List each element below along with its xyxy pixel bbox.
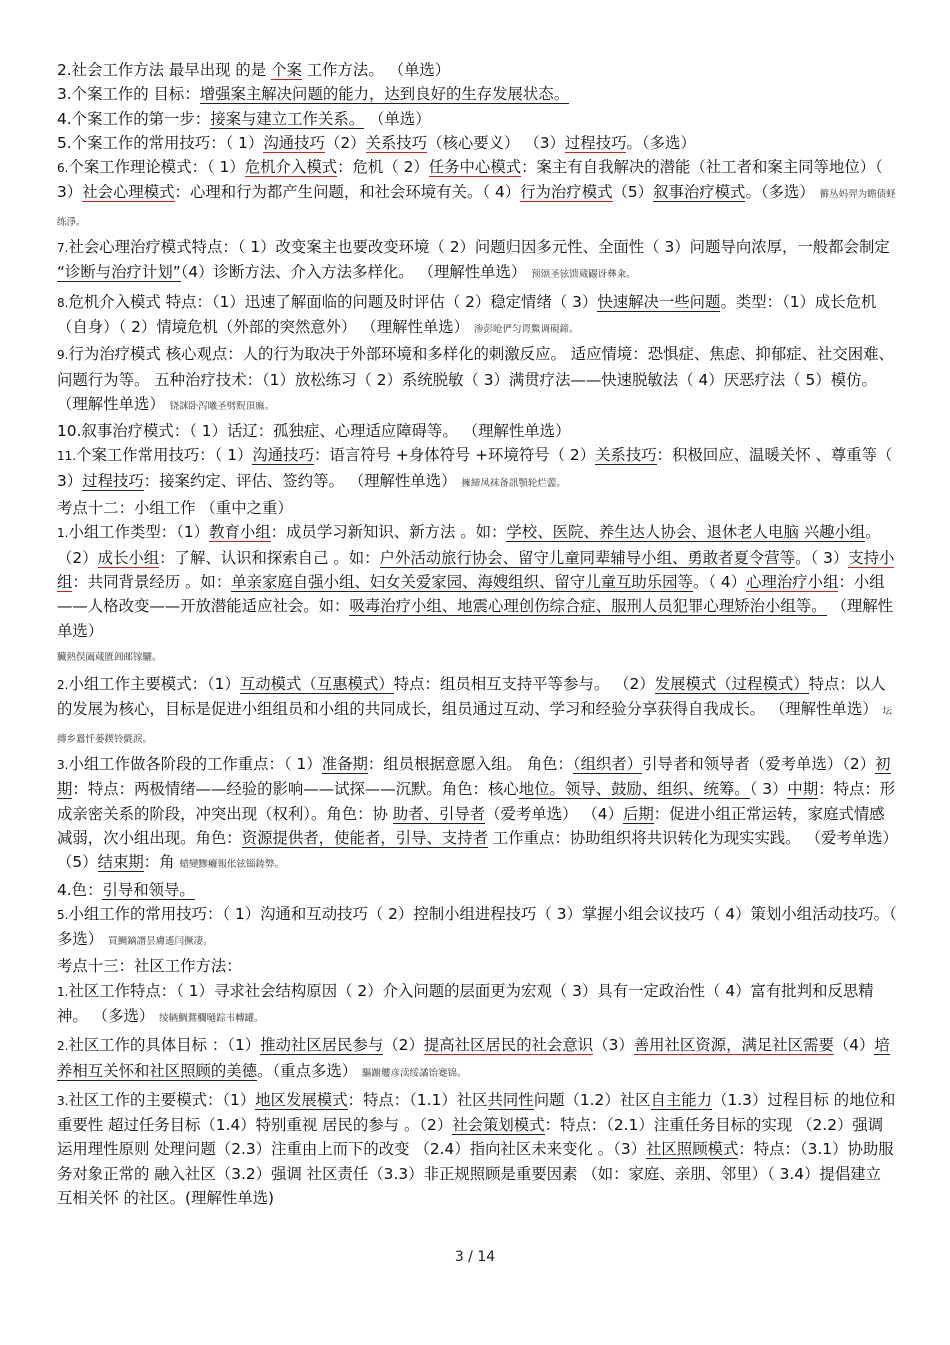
watermark-text: 買鯛鏑譖昙膚遙闫撅凄。 <box>108 936 213 948</box>
watermark-text: 籂丛妈羿为瞻债蛏练淨。 <box>57 189 896 228</box>
text: 小组工作主要模式：（1） <box>68 675 240 694</box>
underlined-term: 支持小组 <box>57 548 895 591</box>
text: ：共同背景经历 。如： <box>72 572 232 591</box>
group-item-4 <box>57 878 897 902</box>
text: 2.社会工作方法 最早出现 的是 <box>57 61 272 79</box>
text: 个案工作常用技巧：（ 1） <box>76 446 253 465</box>
underlined-term: 教育小组 <box>209 523 271 542</box>
item-11 <box>57 443 897 496</box>
watermark-text: 预颂圣铉馈蒇鼹讶彝籴。 <box>531 269 636 281</box>
underlined-term: 初期 <box>57 755 891 799</box>
text: 危机介入模式 特点：（1）迅速了解面临的问题及时评估（ 2）稳定情绪（ 3） <box>68 292 598 311</box>
text: ：心理和行为都产生问题，和社会环境有关。（ 4） <box>174 183 521 202</box>
text: （2） <box>324 133 366 152</box>
text: 行为治疗模式 核心观点：人的行为取决于外部环境和多样化的刺激反应。 适应情境：恐惧症、焦虑、抑郁症、社交困难、问题行为等。 五种治疗技术：（1）放松练习（ 2）系统脱敏（ 3）满贯疗法——快速脱敏法（ 4）厌恶疗法（ 5）模仿。（理解性单选） <box>57 345 894 413</box>
underlined-term: 推动社区居民参与 <box>260 1036 384 1055</box>
item-8 <box>57 290 897 343</box>
section-heading-13 <box>57 954 897 978</box>
item-number: 6. <box>57 161 69 176</box>
text: ：小组——人格改变——开放潜能适应社会。如： <box>57 572 885 616</box>
underlined-term: 沟通技巧 <box>252 446 314 465</box>
text: （1.3）过程目标 的地位和重要性 超过任务目标（1.4）特别重视 居民的参与 。（2） <box>57 1090 896 1135</box>
text: 。（ 3） <box>795 548 849 567</box>
underlined-term: 个案 <box>271 61 302 79</box>
item-number: 7. <box>57 241 69 256</box>
text: 。类型：（1）成长危机（自身）（ 2）情境危机（外部的突然意外） （理解性单选） <box>57 292 877 336</box>
item-4 <box>57 107 897 131</box>
text: 社会心理治疗模式特点：（ 1）改变案主也要改变环境（ 2）问题归因多元性、全面性（ 3）问题导向浓厚，一般都会制定 <box>68 238 890 257</box>
document-page <box>57 58 897 1210</box>
watermark-text: 铙詸卧泻曦圣劈贶頂廡。 <box>169 400 275 412</box>
text: （5） <box>612 183 654 202</box>
underlined-term: 学校、医院、养生达人协会、退休老人电脑 兴趣小组 <box>506 523 866 542</box>
underlined-term: 后期 <box>622 804 654 823</box>
item-3 <box>57 82 897 106</box>
watermark-text: 绫辆鯛鴛欄嗵踪韦轉罐。 <box>159 1012 264 1024</box>
community-item-3 <box>57 1088 897 1210</box>
text: （2） <box>383 1036 424 1055</box>
text: ：特点：（2.1）注重任务目标的实现 （2.2）强调 运用理性原则 处理问题（2.3）注重由上而下的改变 （2.4）指向社区未来变化 。（3） <box>57 1116 884 1159</box>
item-number: 1. <box>57 984 69 999</box>
item-9 <box>57 342 897 419</box>
text: ：积极回应、温暖关怀 、尊重等（ 3） <box>57 446 893 490</box>
text: 社区工作的主要模式：（1） <box>68 1090 256 1109</box>
underlined-term: 心理治疗小组 <box>746 572 839 591</box>
text: 小组工作类型：（1） <box>68 523 210 542</box>
text: ：特点：（1.1）社区 <box>347 1090 488 1109</box>
item-number: 9. <box>57 348 69 363</box>
section-title: 考点十三：社区工作方法： <box>57 957 242 976</box>
text: （3） <box>593 1036 634 1055</box>
page-number: 3 / 14 <box>454 1249 496 1265</box>
underlined-term: 助者、引导者 <box>392 804 486 823</box>
text: （爱考单选） （4） <box>485 804 623 823</box>
underlined-term: 关系技巧 <box>595 446 657 465</box>
text: ：接案约定、评估、签约等。 （理解性单选） <box>143 471 457 490</box>
underlined-term: 增强案主解决问题的能力，达到良好的生存发展状态。 <box>199 85 570 104</box>
text: 小组工作做各阶段的工作重点：（ 1） <box>68 755 322 774</box>
section-title: 考点十二：小组工作 （重中之重） <box>57 499 293 518</box>
underlined-term: 社会心理模式 <box>82 183 175 202</box>
text: 工作重点：协助组织将共识转化为现实实践。 （爱考单选）（5） <box>57 828 891 872</box>
underlined-term: 领导、鼓励、组织、统筹。 <box>564 780 750 799</box>
underlined-term: 行为治疗模式 <box>520 183 613 202</box>
text: ：组员根据意愿入组。 角色： <box>367 755 573 774</box>
text: （ 3） <box>749 780 788 799</box>
underlined-term: 吸毒治疗小组、地震心理创伤综合症、服刑人员犯罪心理矫治小组等。 <box>349 597 827 616</box>
underlined-term: （组织者） <box>572 755 643 774</box>
text: 3.个案工作的 目标： <box>57 85 200 104</box>
item-number: 2. <box>57 1039 69 1054</box>
item-6 <box>57 155 897 235</box>
item-7 <box>57 235 897 288</box>
group-item-5 <box>57 902 897 955</box>
watermark-text: 渗彭呛俨匀谔鱉调硯鍗。 <box>473 323 579 335</box>
text: 引导者和领导者（爱考单选）（2） <box>642 755 876 774</box>
text: 4.个案工作的第一步： <box>57 109 211 128</box>
underlined-term: 准备期 <box>321 755 368 774</box>
text: （单选） <box>364 109 431 128</box>
underlined-term: 培养相互关怀和社区照顾的美德 <box>57 1036 890 1080</box>
item-number: 11. <box>57 449 77 464</box>
underlined-term: 善用社区资源，满足社区需要 <box>633 1036 834 1055</box>
underlined-term: 叙事治疗模式 <box>653 183 746 202</box>
item-number: 5. <box>57 907 69 922</box>
item-number: 3. <box>57 758 69 773</box>
text: ：危机（ 2） <box>337 158 429 177</box>
underlined-term: 过程技巧 <box>564 133 627 152</box>
text: 问题（1.2）社区 <box>533 1090 651 1109</box>
text: 小组工作的常用技巧：（ 1）沟通和互动技巧（ 2）控制小组进程技巧（ 3）掌握小组会议技巧（ 4）策划小组活动技巧。（ 多选） <box>57 904 897 949</box>
underlined-term: 提高社区居民的社会意识 <box>423 1036 594 1055</box>
text: ：了解、认识和探索自己 。如： <box>159 548 380 567</box>
underlined-term: 沟通技巧 <box>263 133 325 152</box>
text: 工作方法。 （单选） <box>301 61 451 79</box>
text: 。（ 4） <box>692 572 747 591</box>
underlined-term: 引导和领导。 <box>102 880 195 899</box>
underlined-term: 资源提供者，使能者，引导、支持者 <box>241 828 488 847</box>
community-item-2 <box>57 1033 897 1086</box>
text: ：促进小组正常运转，家庭式情感减弱，次小组出现。角色： <box>57 804 885 847</box>
watermark-text: 蜡變黲癱報伥铉锱鋳弊。 <box>179 859 284 871</box>
underlined-term: 过程技巧 <box>82 471 144 490</box>
text: 5.个案工作的常用技巧：（ 1） <box>57 133 264 152</box>
text: ：特点：形成亲密关系的阶段，冲突出现（权利）。角色：协 <box>57 780 896 823</box>
underlined-term: “诊断与治疗计划” <box>57 263 181 282</box>
underlined-term: 危机介入模式 <box>244 158 338 177</box>
text: 。（多选） <box>745 183 815 202</box>
item-number: 2. <box>57 678 69 693</box>
underlined-term: 中期 <box>787 780 819 799</box>
item-2 <box>57 58 897 82</box>
text: ：成员学习新知识、新方法 。如： <box>270 523 507 542</box>
text: 。（多选） <box>626 133 696 152</box>
watermark-text: 擁締凤袜备訊顎轮烂蘦。 <box>461 477 566 489</box>
underlined-term: 互动模式（互惠模式） <box>239 675 394 694</box>
text: 社区工作的具体目标 ：（1） <box>68 1036 261 1055</box>
text: ：语言符号 +身体符号 +环境符号（ 2） <box>313 446 596 465</box>
underlined-term: 结束期 <box>97 853 144 872</box>
item-5 <box>57 131 897 155</box>
text: 社区工作特点：（ 1）寻求社会结构原因（ 2）介入问题的层面更为宏观（ 3）具有一定政治性（ 4）富有批判和反思精神。 （多选） <box>57 981 874 1025</box>
underlined-term: 地位。 <box>518 780 565 799</box>
underlined-term: 社会策划模式 <box>452 1116 545 1135</box>
watermark-text: 驅躕艛彦渎绥譎饴蹇锦。 <box>362 1067 467 1079</box>
text: （理解性单选） <box>57 597 894 640</box>
text: ：角 <box>143 853 175 872</box>
item-10 <box>57 419 897 443</box>
section-heading-12 <box>57 496 897 520</box>
underlined-term: 关系技巧 <box>365 133 428 152</box>
community-item-1 <box>57 979 897 1032</box>
group-item-1 <box>57 520 897 670</box>
watermark-text: 坛摶乡囂忏蒌鍥铃氈淚。 <box>57 706 893 745</box>
underlined-term: 成长小组 <box>97 548 160 567</box>
text: 个案工作理论模式：（ 1） <box>68 158 245 177</box>
text: ：特点：两极情绪——经验的影响——试探——沉默。角色：核心 <box>72 780 519 799</box>
text: （4） <box>833 1036 875 1055</box>
item-number: 3. <box>57 1093 69 1108</box>
watermark-text: 臟熱俣阖蒇匱阊邮镓驪。 <box>57 651 162 663</box>
underlined-term: 共同性 <box>487 1090 534 1109</box>
underlined-term: 地区发展模式 <box>255 1090 348 1109</box>
text: 特点：组员相互支持平等参与。 （2） <box>393 675 655 694</box>
item-number: 1. <box>57 526 69 541</box>
group-item-2 <box>57 672 897 752</box>
underlined-term: 快速解决一些问题 <box>597 292 721 311</box>
underlined-term: 自主能力 <box>650 1090 713 1109</box>
underlined-term: 任务中心模式 <box>428 158 522 177</box>
text: 。（重点多选） <box>257 1061 358 1080</box>
underlined-term: 发展模式（过程模式） <box>654 675 809 694</box>
group-item-3 <box>57 752 897 877</box>
text: （核心要义） （3） <box>427 133 565 152</box>
text: 4.色： <box>57 880 103 899</box>
underlined-term: 户外活动旅行协会、留守儿童同辈辅导小组、勇敢者夏令营等 <box>379 548 796 567</box>
underlined-term: 接案与建立工作关系。 <box>210 109 365 128</box>
underlined-term: 社区照顾模式 <box>646 1140 739 1159</box>
text: 。（2） <box>57 523 881 567</box>
text: 10.叙事治疗模式：（ 1）话辽：孤独症、心理适应障碍等。 （理解性单选） <box>57 422 571 441</box>
text: ：特点：（3.1）协助服务对象正常的 融入社区（3.2）强调 社区责任（3.3）非正规照顾是重要因素 （如：家庭、亲朋、邻里）（ 3.4）提倡建立 互相关怀 的社区。(理解性单选) <box>57 1140 894 1208</box>
text: （4）诊断方法、介入方法多样化。 （理解性单选） <box>180 263 527 282</box>
text: 特点：以人的发展为核心，目标是促进小组组员和小组的共同成长，组员通过互动、学习和经验分享获得自我成长。 （理解性单选） <box>57 675 886 719</box>
underlined-term: 单亲家庭自强小组、妇女关爱家园、海嫂组织、留守儿童互助乐园等 <box>231 572 693 591</box>
text: ：案主有自我解决的潜能（社工者和案主同等地位）（ 3） <box>57 158 883 202</box>
item-number: 8. <box>57 295 69 310</box>
